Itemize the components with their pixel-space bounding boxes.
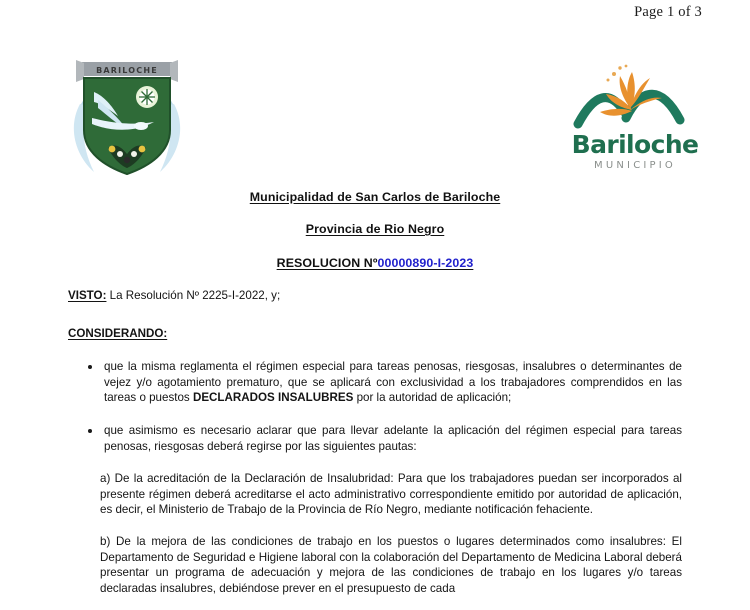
logo-subtitle: MUNICIPIO (594, 160, 676, 171)
svg-text:BARILOCHE: BARILOCHE (96, 66, 158, 75)
bullet-text-1-bold: DECLARADOS INSALUBRES (192, 391, 354, 405)
list-item (68, 359, 682, 406)
paragraph-a: a) De la acreditación de la Declaración de Insalubridad: Para que los trabajadores puedan ser incorporados al presente régimen deberá acreditarse el acto administrativo correspondiente emitido por autoridad de aplicación, es decir, el Ministerio de Trabajo de la Provincia de Río Negro, mediante notificación fehaciente. (100, 472, 682, 517)
visto-paragraph (68, 288, 682, 304)
bullet-text-1a: que la misma reglamenta el régimen especial para tareas penosas, riesgosas, insalubres o determinantes de vejez y/o agotamiento prematuro, que se aplicará con exclusividad a los trabajadores comprendidos en las tareas o puestos (104, 360, 682, 405)
resolution-number: 00000890-I-2023 (377, 256, 474, 270)
visto-label: VISTO: (68, 289, 107, 302)
coat-of-arms-icon (68, 56, 186, 178)
logo-row (0, 52, 750, 182)
considerando-heading: CONSIDERANDO: (68, 326, 168, 340)
bullet-text-2a: que asimismo es necesario aclarar que para llevar adelante la aplicación del régimen especial para tareas penosas, riesgosas deberá regirse por las siguientes pautas: (104, 423, 682, 453)
page-indicator: Page 1 of 3 (634, 4, 702, 20)
bariloche-municipio-logo (570, 58, 700, 176)
visto-text: La Resolución Nº 2225-I-2022, y; (106, 289, 281, 302)
resolution-label: RESOLUCION Nº (276, 256, 378, 270)
paragraph-b: b) De la mejora de las condiciones de trabajo en los puestos o lugares determinados como insalubres: El Departamento de Seguridad e Higiene laboral con la colaboración del Departamento de Medicina Laboral deberá presentar un programa de adecuación y mejora de las condiciones de trabajo en los lugares y/o tareas declaradas insalubres, debiéndose prever en el presupuesto de cada (100, 534, 682, 595)
logo-wordmark: Bariloche (571, 130, 699, 159)
resolution-title (0, 256, 750, 270)
document-body (68, 288, 682, 610)
considerando-list (68, 359, 682, 454)
title-block (0, 190, 750, 270)
list-item (68, 423, 682, 454)
title-province: Provincia de Rio Negro (305, 222, 445, 236)
title-municipality: Municipalidad de San Carlos de Bariloche (249, 190, 501, 204)
bullet-text-1b: por la autoridad de aplicación; (353, 391, 512, 405)
